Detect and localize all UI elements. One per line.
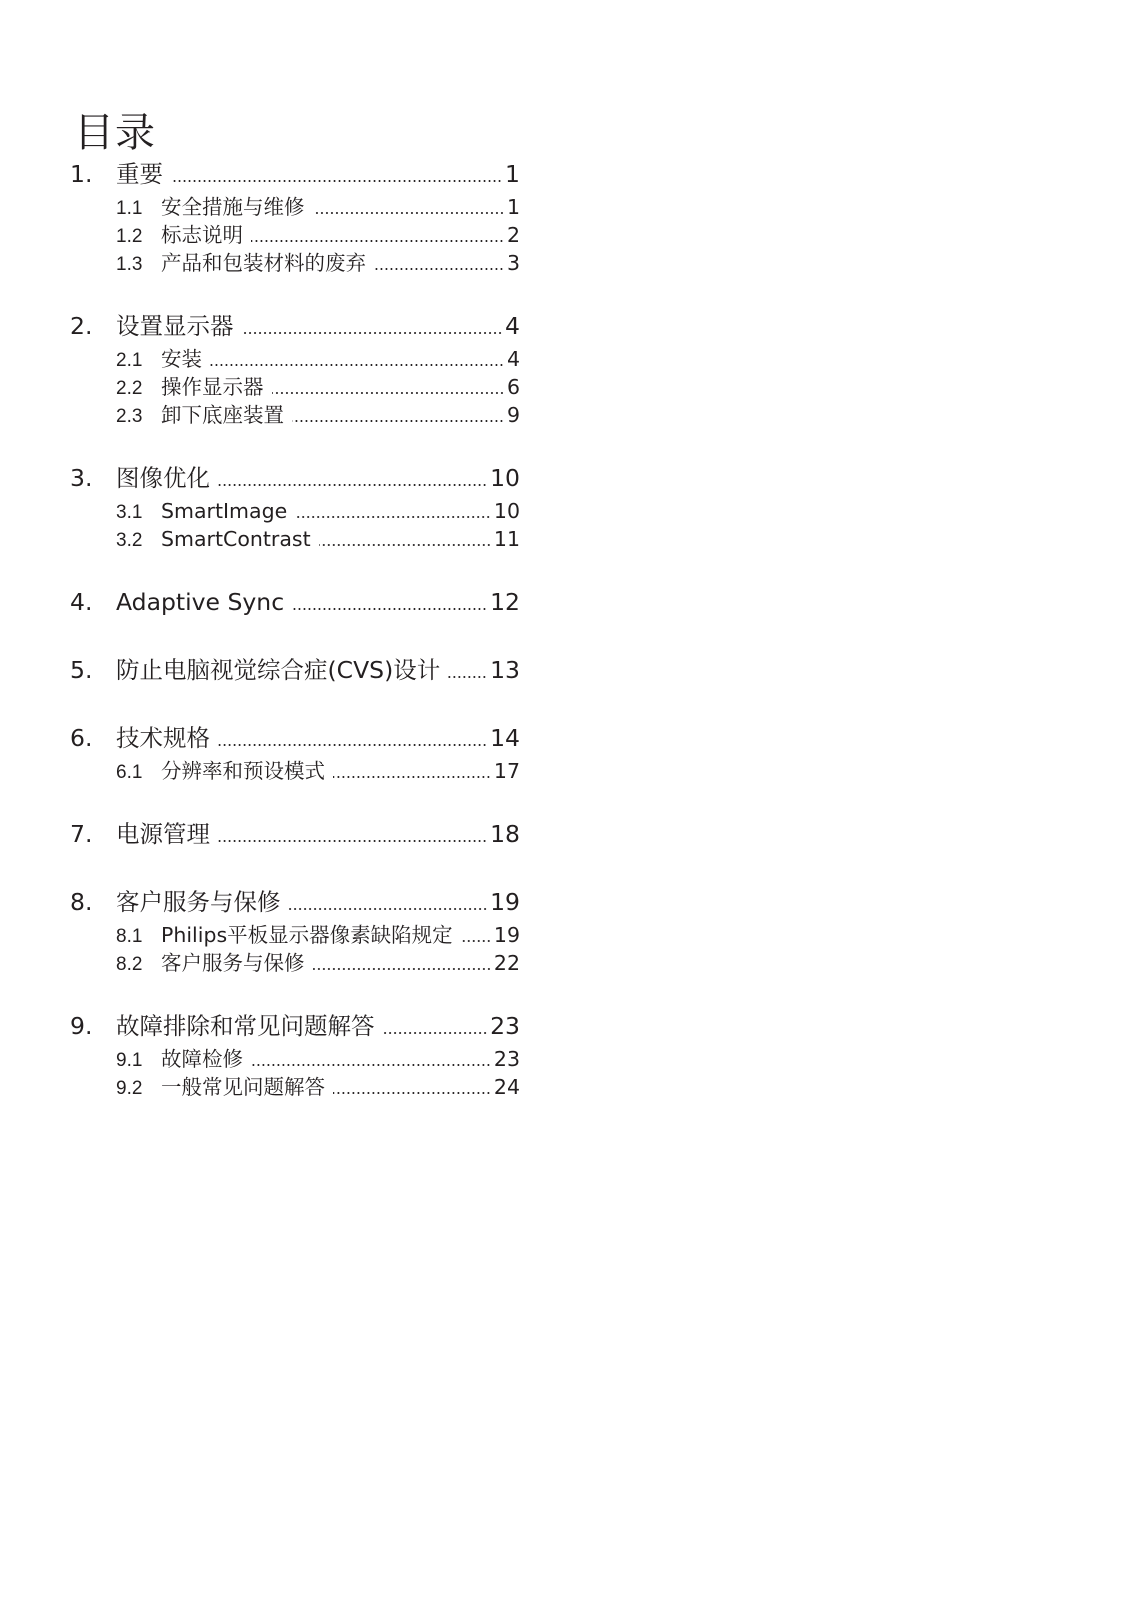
toc-section-entry[interactable] [70,460,520,497]
toc-entry-page-number: 18 [490,820,520,848]
toc-section-entry[interactable] [70,308,520,345]
toc-entry-page-number: 6 [506,375,520,399]
toc-entry-number: 7. [70,820,93,848]
toc-entry-page-number: 9 [506,403,520,427]
toc-subsection-entry[interactable] [70,221,520,249]
toc-entry-page-number: 10 [493,499,520,523]
toc-entry-page-number: 17 [493,759,520,783]
toc-entry-page-number: 13 [490,656,520,684]
dot-leader [292,604,487,610]
dot-leader [218,740,487,746]
dot-leader [171,176,502,182]
toc-entry-number: 2.3 [116,406,143,427]
dot-leader [242,328,503,334]
dot-leader [210,360,504,366]
toc-entry-title: 卸下底座装置 [161,403,284,427]
toc-entry-number: 8. [70,888,93,916]
dot-leader [313,964,491,970]
toc-entry-number: 2.1 [116,350,143,371]
dot-leader [313,208,504,214]
toc-entry-title: 防止电脑视觉综合症(CVS)设计 [116,656,441,684]
toc-entry-title: 一般常见问题解答 [161,1075,325,1099]
toc-entry-number: 6. [70,724,93,752]
toc-entry-title: 重要 [116,160,163,188]
toc-entry-number: 3. [70,464,93,492]
dot-leader [289,904,488,910]
toc-section-entry[interactable] [70,156,520,193]
toc-entry-title: SmartImage [161,499,288,523]
dot-leader [251,236,504,242]
toc-entry-number: 8.1 [116,926,143,947]
dot-leader [333,772,491,778]
toc-entry-page-number: 2 [506,223,520,247]
toc-entry-title: Philips平板显示器像素缺陷规定 [161,923,453,947]
toc-section [70,652,520,689]
toc-entry-page-number: 11 [493,527,520,551]
dot-leader [218,480,487,486]
table-of-contents [70,156,520,1132]
toc-subsection-entry[interactable] [70,373,520,401]
toc-entry-title: 标志说明 [161,223,243,247]
toc-entry-title: SmartContrast [161,527,311,551]
toc-entry-number: 1.3 [116,254,143,275]
toc-entry-page-number: 12 [490,588,520,616]
toc-subsection-entry[interactable] [70,921,520,949]
toc-entry-number: 9. [70,1012,93,1040]
toc-entry-title: 客户服务与保修 [116,888,281,916]
toc-entry-page-number: 1 [505,160,520,188]
toc-subsection-entry[interactable] [70,949,520,977]
toc-entry-number: 8.2 [116,954,143,975]
toc-entry-number: 5. [70,656,93,684]
toc-entry-number: 3.1 [116,502,143,523]
toc-entry-page-number: 23 [490,1012,520,1040]
toc-section [70,156,520,277]
dot-leader [295,512,491,518]
toc-entry-title: 故障排除和常见问题解答 [116,1012,375,1040]
dot-leader [272,388,504,394]
toc-section-entry[interactable] [70,816,520,853]
toc-entry-title: 分辨率和预设模式 [161,759,325,783]
dot-leader [448,672,487,678]
toc-entry-title: 图像优化 [116,464,210,492]
toc-entry-number: 1.1 [116,198,143,219]
toc-section [70,884,520,977]
toc-section-entry[interactable] [70,652,520,689]
toc-entry-title: 安装 [161,347,202,371]
toc-subsection-entry[interactable] [70,1073,520,1101]
toc-section-entry[interactable] [70,584,520,621]
toc-subsection-entry[interactable] [70,401,520,429]
toc-section [70,816,520,853]
toc-entry-title: 安全措施与维修 [161,195,305,219]
toc-section [70,308,520,429]
toc-subsection-entry[interactable] [70,525,520,553]
toc-entry-number: 1. [70,160,93,188]
toc-entry-number: 1.2 [116,226,143,247]
toc-subsection-entry[interactable] [70,345,520,373]
toc-section-entry[interactable] [70,720,520,757]
dot-leader [333,1088,491,1094]
toc-section-entry[interactable] [70,884,520,921]
toc-entry-number: 9.2 [116,1078,143,1099]
dot-leader [383,1028,488,1034]
toc-entry-page-number: 24 [493,1075,520,1099]
toc-subsection-entry[interactable] [70,193,520,221]
toc-section [70,584,520,621]
dot-leader [319,540,491,546]
dot-leader [218,836,487,842]
toc-entry-title: 产品和包装材料的废弃 [161,251,366,275]
toc-subsection-entry[interactable] [70,1045,520,1073]
toc-entry-page-number: 3 [506,251,520,275]
toc-entry-page-number: 10 [490,464,520,492]
toc-entry-title: 客户服务与保修 [161,951,305,975]
toc-entry-title: 故障检修 [161,1047,243,1071]
dot-leader [292,416,504,422]
toc-entry-page-number: 22 [493,951,520,975]
toc-entry-page-number: 1 [506,195,520,219]
toc-subsection-entry[interactable] [70,249,520,277]
dot-leader [374,264,504,270]
toc-entry-page-number: 4 [506,347,520,371]
toc-section [70,1008,520,1101]
toc-entry-page-number: 4 [505,312,520,340]
toc-entry-number: 2. [70,312,93,340]
toc-entry-page-number: 19 [493,923,520,947]
toc-entry-title: 技术规格 [116,724,210,752]
toc-entry-title: 电源管理 [116,820,210,848]
dot-leader [461,936,491,942]
toc-entry-page-number: 14 [490,724,520,752]
dot-leader [251,1060,491,1066]
toc-section [70,460,520,553]
toc-subsection-entry[interactable] [70,497,520,525]
page-title: 目录 [74,109,156,156]
toc-entry-number: 9.1 [116,1050,143,1071]
toc-entry-title: 操作显示器 [161,375,264,399]
toc-subsection-entry[interactable] [70,757,520,785]
toc-section-entry[interactable] [70,1008,520,1045]
toc-entry-number: 6.1 [116,762,143,783]
toc-entry-title: Adaptive Sync [116,588,285,616]
toc-section [70,720,520,785]
toc-entry-page-number: 19 [490,888,520,916]
toc-entry-page-number: 23 [493,1047,520,1071]
toc-entry-number: 2.2 [116,378,143,399]
toc-entry-number: 3.2 [116,530,143,551]
toc-entry-number: 4. [70,588,93,616]
toc-entry-title: 设置显示器 [116,312,234,340]
